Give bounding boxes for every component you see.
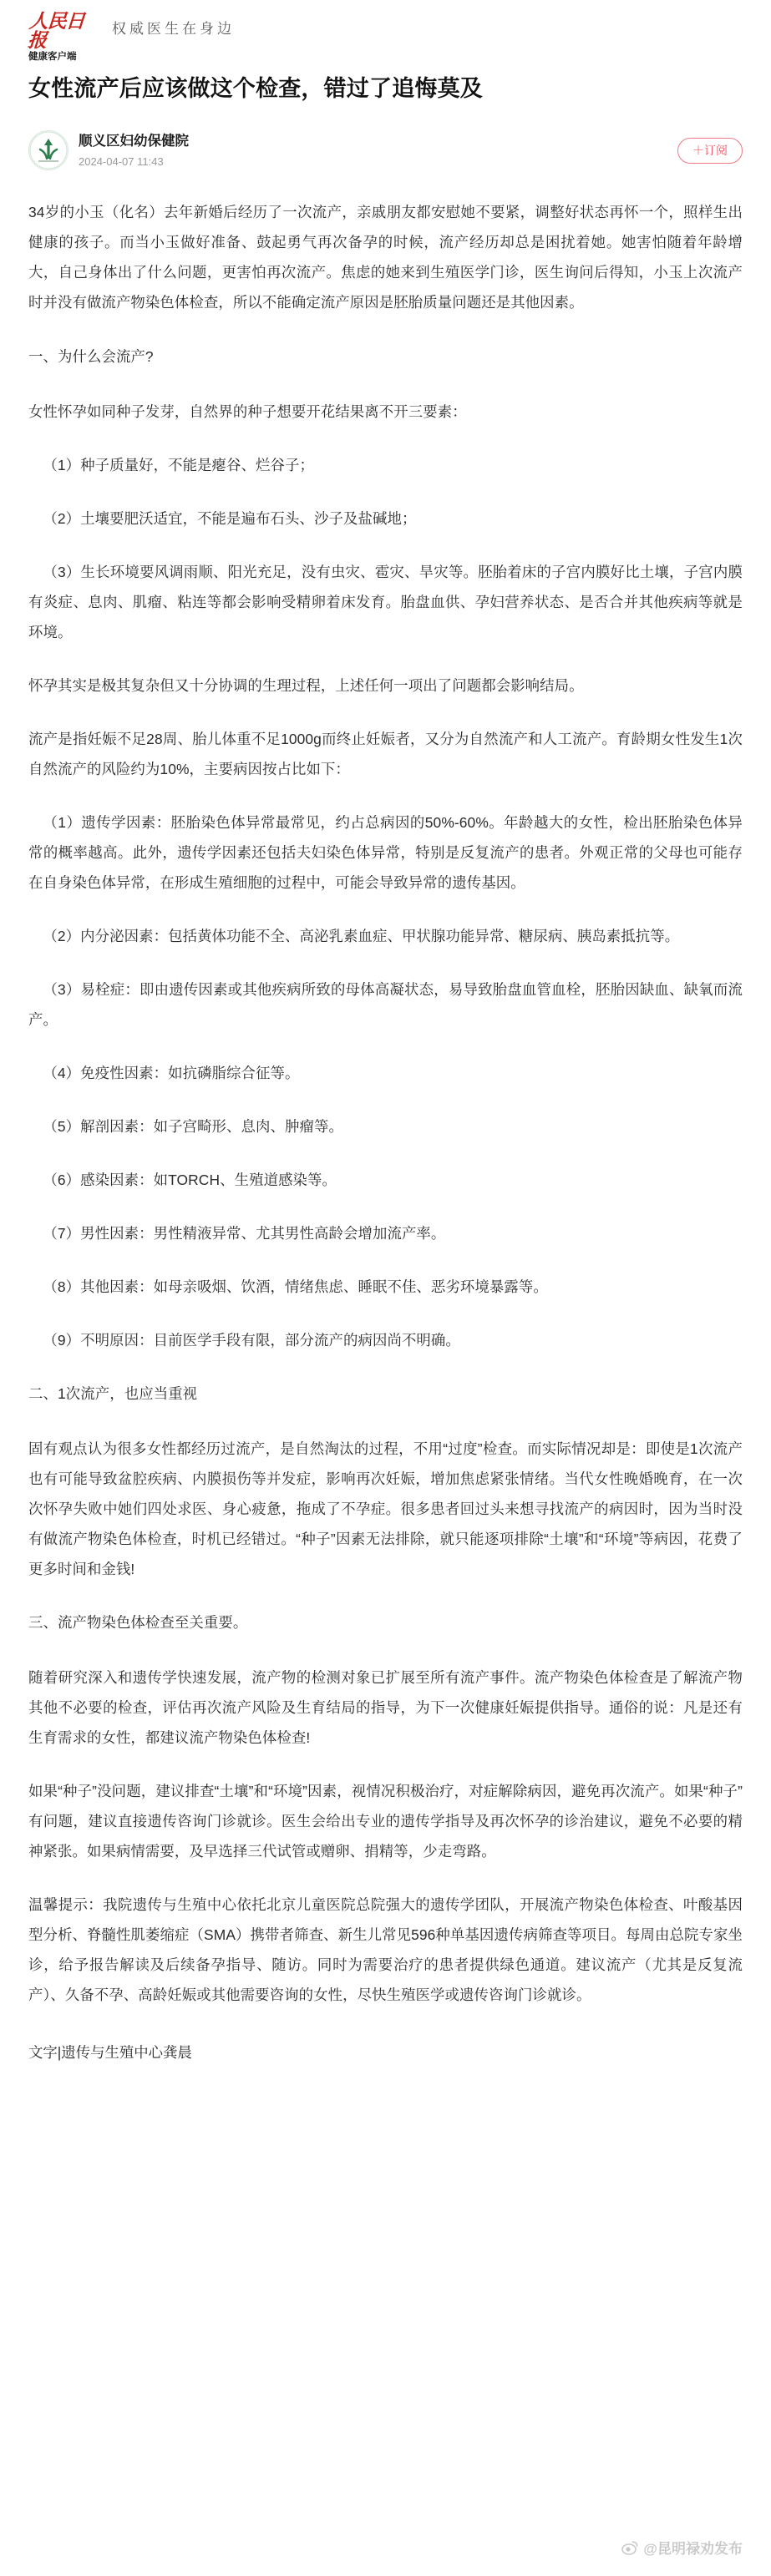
weibo-icon: [621, 2539, 638, 2556]
subscribe-button[interactable]: ＋订阅: [677, 138, 743, 164]
paragraph-intro: 34岁的小玉（化名）去年新婚后经历了一次流产，亲戚朋友都安慰她不要紧，调整好状态再怀一个，照样生出健康的孩子。而当小玉做好准备、鼓起勇气再次备孕的时候，流产经历却总是困扰着她。她害怕随着年龄增大，自己身体出了什么问题，更害怕再次流产。焦虑的她来到生殖医学门诊，医生询问后得知，小玉上次流产时并没有做流产物染色体检查，所以不能确定流产原因是胚胎质量问题还是其他因素。: [28, 204, 743, 311]
article-body: [28, 197, 743, 2100]
list-item-cause-9: （9）不明原因：目前医学手段有限，部分流产的病因尚不明确。: [43, 1331, 460, 1349]
avatar[interactable]: [28, 130, 68, 170]
site-masthead: [27, 0, 743, 62]
list-item-cause-4: （4）免疫性因素：如抗磷脂综合征等。: [43, 1064, 300, 1081]
weibo-watermark: [621, 2537, 743, 2558]
list-item-cause-6: （6）感染因素：如TORCH、生殖道感染等。: [43, 1171, 337, 1188]
section-heading-three: 三、流产物染色体检查至关重要。: [28, 1613, 248, 1631]
list-item-cause-7: （7）男性因素：男性精液异常、尤其男性高龄会增加流产率。: [43, 1224, 446, 1242]
paragraph-chromosome-importance: 随着研究深入和遗传学快速发展，流产物的检测对象已扩展至所有流产事件。流产物染色体检查是了解流产物其他不必要的检查，评估再次流产风险及生育结局的指导，为下一次健康妊娠提供指导。通俗的说：凡是还有生育需求的女性，都建议流产物染色体检查!: [28, 1668, 743, 1746]
section-heading-two: 二、1次流产，也应当重视: [28, 1384, 198, 1402]
page-title: 女性流产后应该做这个检查，错过了追悔莫及: [28, 76, 483, 101]
paragraph-pregnancy-complex: 怀孕其实是极其复杂但又十分协调的生理过程，上述任何一项出了问题都会影响结局。: [28, 676, 584, 694]
logo-primary-text: 人民日报: [27, 10, 85, 52]
section-heading-one: 一、为什么会流产?: [28, 347, 154, 365]
list-item-cause-5: （5）解剖因素：如子宫畸形、息肉、肿瘤等。: [43, 1117, 343, 1135]
list-item-cause-3: （3）易栓症：即由遗传因素或其他疾病所致的母体高凝状态，易导致胎盘血管血栓，胚胎因缺血、缺氧而流产。: [28, 980, 743, 1028]
weibo-handle: @昆明禄劝发布: [643, 2541, 743, 2557]
paragraph-miscarriage-definition: 流产是指妊娠不足28周、胎儿体重不足1000g而终止妊娠者，又分为自然流产和人工流产。育龄期女性发生1次自然流产的风险约为10%，主要病因按占比如下：: [28, 730, 743, 777]
paragraph-seed-intro: 女性怀孕如同种子发芽，自然界的种子想要开花结果离不开三要素：: [28, 402, 467, 420]
paragraph-single-miscarriage: 固有观点认为很多女性都经历过流产，是自然淘汰的过程，不用“过度”检查。而实际情况却是：即使是1次流产也有可能导致盆腔疾病、内膜损伤等并发症，影响再次妊娠，增加焦虑紧张情绪。当代女性晚婚晚育，在一次次怀孕失败中她们四处求医、身心疲惫，拖成了不孕症。很多患者回过头来想寻找流产的病因时，因为当时没有做流产物染色体检查，时机已经错过。“种子”因素无法排除，就只能逐项排除“土壤”和“环境”等病因，花费了更多时间和金钱!: [28, 1440, 743, 1577]
publish-timestamp: 2024-04-07 11:43: [79, 155, 164, 169]
people-daily-logo[interactable]: [28, 12, 100, 63]
list-item-seed-1: （1）种子质量好，不能是瘪谷、烂谷子；: [43, 456, 314, 473]
paragraph-seed-guidance: 如果“种子”没问题，建议排查“土壤”和“环境”因素，视情况积极治疗，对症解除病因，避免再次流产。如果“种子”有问题，建议直接遗传咨询门诊就诊。医生会给出专业的遗传学指导及再次怀孕的诊治建议，避免不必要的精神紧张。如果病情需要，及早选择三代试管或赠卵、捐精等，少走弯路。: [28, 1783, 743, 1860]
list-item-cause-2: （2）内分泌因素：包括黄体功能不全、高泌乳素血症、甲状腺功能异常、糖尿病、胰岛素抵抗等。: [43, 927, 680, 944]
list-item-seed-3: （3）生长环境要风调雨顺、阳光充足，没有虫灾、雹灾、旱灾等。胚胎着床的子宫内膜好比土壤，子宫内膜有炎症、息肉、肌瘤、粘连等都会影响受精卵着床发育。胎盘血供、孕妇营养状态、是否合并其他疾病等就是环境。: [28, 563, 743, 640]
paragraph-warm-reminder: 温馨提示：我院遗传与生殖中心依托北京儿童医院总院强大的遗传学团队，开展流产物染色体检查、叶酸基因型分析、脊髓性肌萎缩症（SMA）携带者筛查、新生儿常见596种单基因遗传病筛查等项目。每周由总院专家坐诊，给予报告解读及后续备孕指导、随访。同时为需要治疗的患者提供绿色通道。建议流产（尤其是反复流产）、久备不孕、高龄妊娠或其他需要咨询的女性，尽快生殖医学或遗传咨询门诊就诊。: [28, 1896, 743, 2004]
list-item-cause-8: （8）其他因素：如母亲吸烟、饮酒，情绪焦虑、睡眠不佳、恶劣环境暴露等。: [43, 1278, 548, 1295]
byline: [28, 125, 743, 175]
footer-credit: 文字|遗传与生殖中心龚晨: [28, 2044, 192, 2062]
list-item-seed-2: （2）土壤要肥沃适宜，不能是遍布石头、沙子及盐碱地；: [43, 509, 417, 527]
byline-text: [79, 132, 189, 170]
site-tagline: 权威医生在身边: [112, 21, 235, 38]
list-item-cause-1: （1）遗传学因素：胚胎染色体异常最常见，约占总病因的50%-60%。年龄越大的女性，检出胚胎染色体异常的概率越高。此外，遗传学因素还包括夫妇染色体异常，特别是反复流产的患者。外观正常的父母也可能存在自身染色体异常，在形成生殖细胞的过程中，可能会导致异常的遗传基因。: [28, 813, 743, 891]
author-name[interactable]: 顺义区妇幼保健院: [79, 133, 189, 149]
logo-secondary-text: 健康客户端: [28, 52, 77, 62]
